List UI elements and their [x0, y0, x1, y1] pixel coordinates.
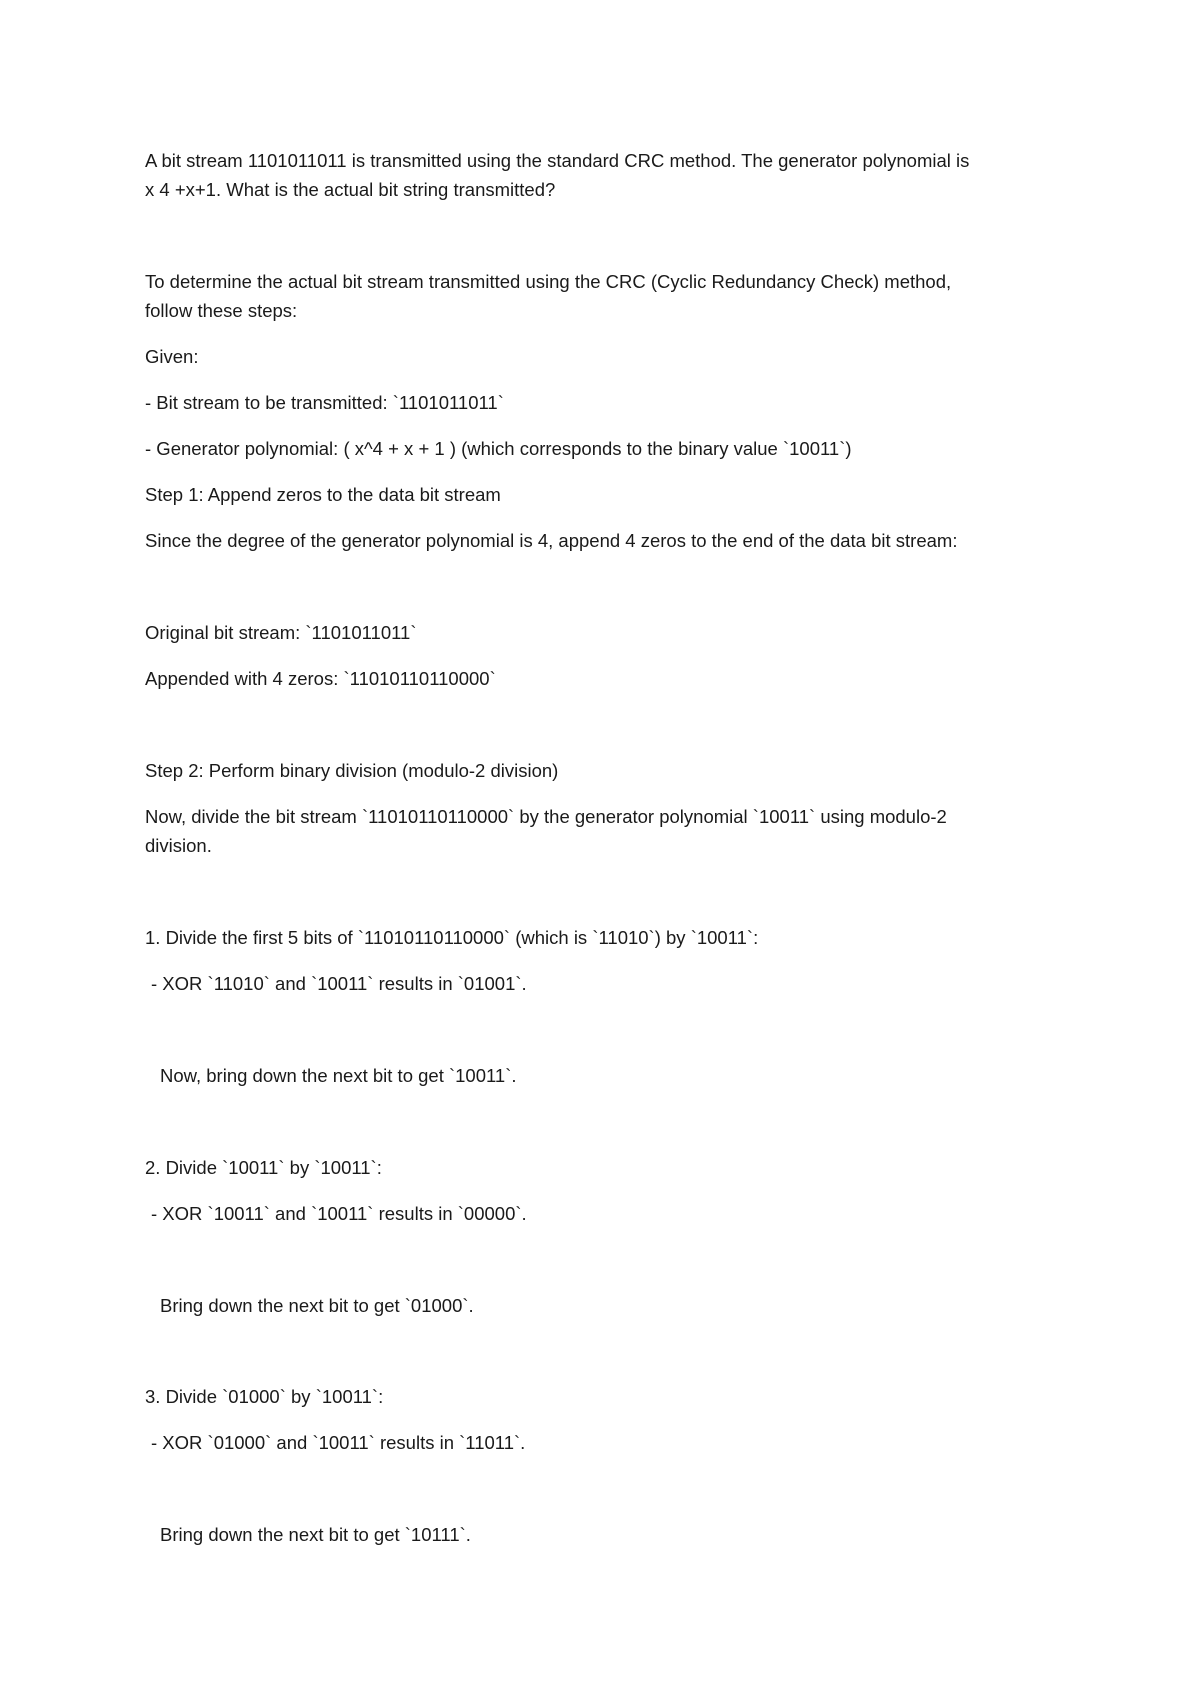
step1-heading: Step 1: Append zeros to the data bit stream — [145, 484, 501, 505]
question-line-1: A bit stream 1101011011 is transmitted using the standard CRC method. The generator polynomial is — [145, 150, 970, 171]
step2-heading: Step 2: Perform binary division (modulo-2 division) — [145, 760, 559, 781]
question-line-2: x 4 +x+1. What is the actual bit string transmitted? — [145, 179, 556, 200]
division-step-bring-down: Now, bring down the next bit to get `10011`. — [160, 1065, 517, 1086]
division-step-title: 2. Divide `10011` by `10011`: — [145, 1157, 382, 1178]
division-step-bring-down: Bring down the next bit to get `10111`. — [160, 1524, 471, 1545]
step1-original: Original bit stream: `1101011011` — [145, 622, 417, 643]
given-generator: - Generator polynomial: ( x^4 + x + 1 ) (which corresponds to the binary value `10011`) — [145, 438, 852, 459]
division-step-xor: - XOR `10011` and `10011` results in `00000`. — [151, 1203, 527, 1224]
division-step-title: 3. Divide `01000` by `10011`: — [145, 1386, 384, 1407]
given-bitstream: - Bit stream to be transmitted: `1101011011` — [145, 392, 504, 413]
division-step-title: 1. Divide the first 5 bits of `11010110110000` (which is `11010`) by `10011`: — [145, 927, 759, 948]
step2-intro-line-1: Now, divide the bit stream `11010110110000` by the generator polynomial `10011` using modulo-2 — [145, 806, 947, 827]
given-heading: Given: — [145, 346, 199, 367]
intro-line-1: To determine the actual bit stream transmitted using the CRC (Cyclic Redundancy Check) method, — [145, 271, 952, 292]
step1-explanation: Since the degree of the generator polynomial is 4, append 4 zeros to the end of the data bit stream: — [145, 530, 958, 551]
step2-intro-line-2: division. — [145, 835, 212, 856]
division-step-xor: - XOR `11010` and `10011` results in `01001`. — [151, 973, 527, 994]
intro-line-2: follow these steps: — [145, 300, 298, 321]
step1-appended: Appended with 4 zeros: `11010110110000` — [145, 668, 496, 689]
division-step-xor: - XOR `01000` and `10011` results in `11011`. — [151, 1432, 526, 1453]
division-step-bring-down: Bring down the next bit to get `01000`. — [160, 1295, 474, 1316]
